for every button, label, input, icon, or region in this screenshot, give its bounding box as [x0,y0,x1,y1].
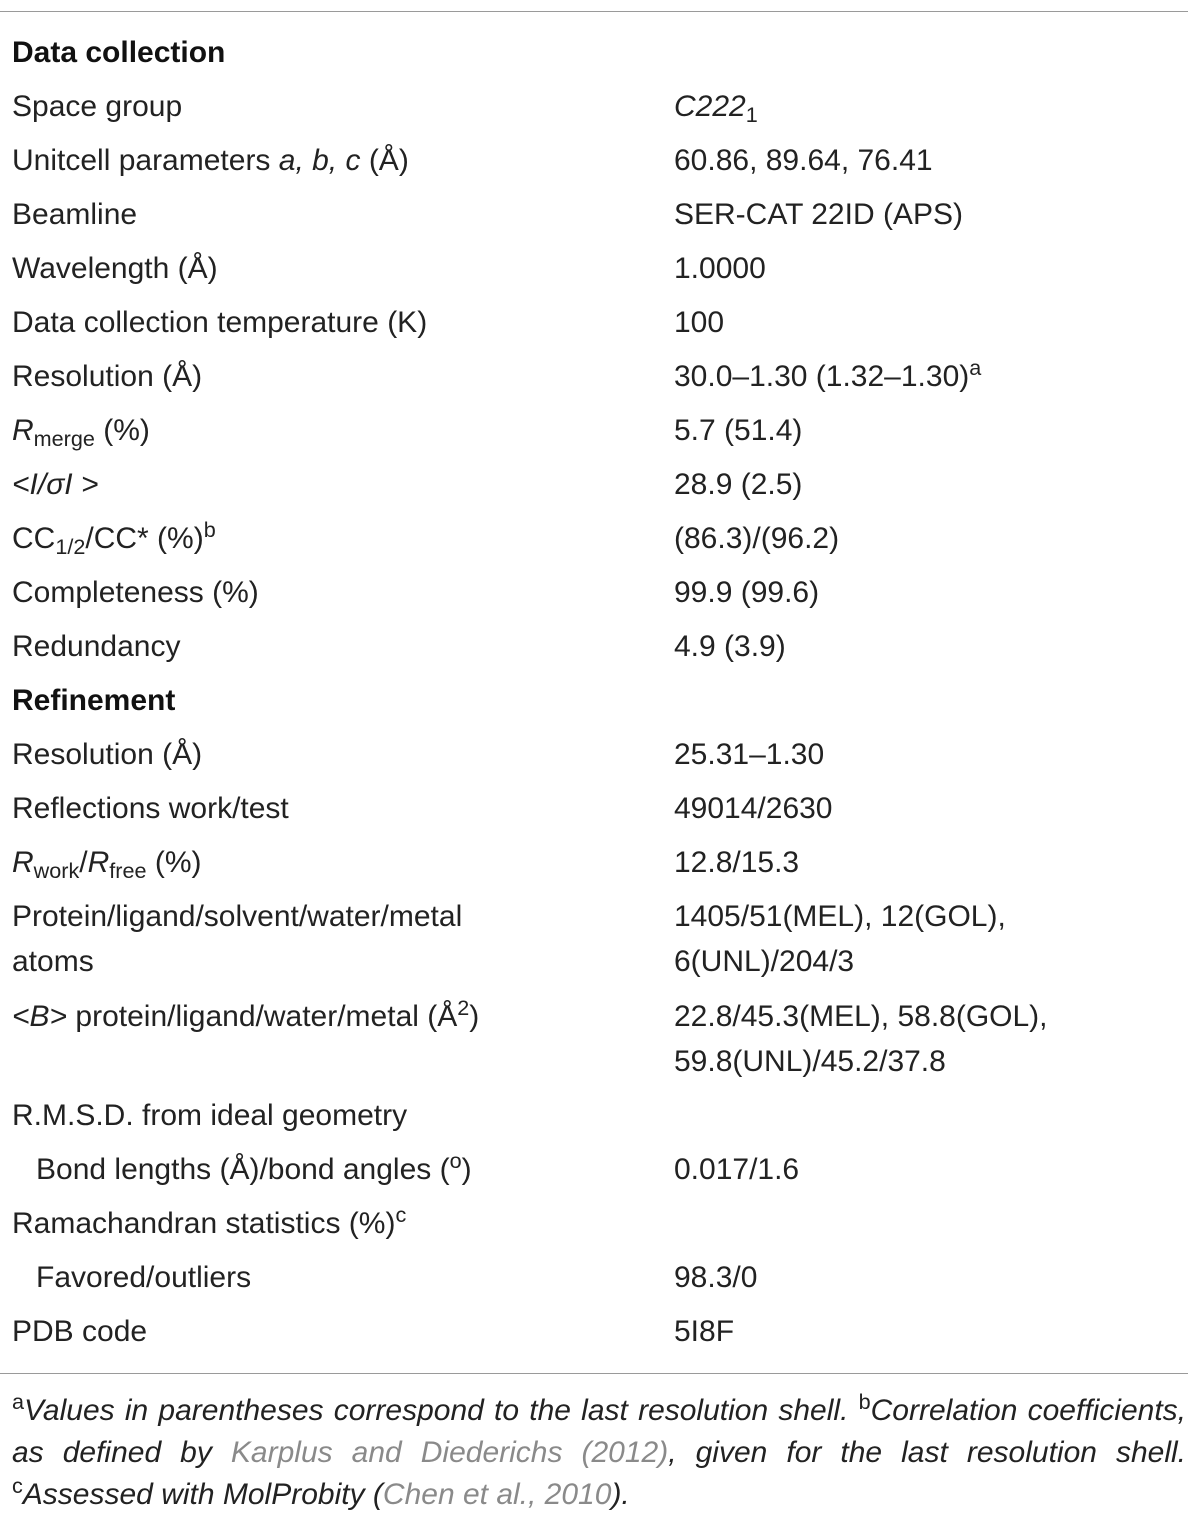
table-row-resolution-data-collection: Resolution (Å) 30.0–1.30 $(1.32-1.30)^a$ [12,355,982,393]
table-row-atoms: Protein/ligand/solvent/water/metal 1405/51(MEL), 12(GOL), [12,900,1006,933]
table-row-ramachandran: Ramachandran statistics (%)$^c$ [12,1202,407,1240]
table-footnotes: $^a$Values in parentheses correspond to the last resolution shell. $^b$Correlation coefficients, as defined by Karplus and Diederichs (2012), given for the last resolution shell. $^c$Assessed with MolProbity (Chen et al., 2010). [12,1389,1187,1511]
table-row-cc: $CC_{1/2}/CC*$ (%)$^b$ (86.3)/(96.2) [12,517,840,560]
table-row-rmsd: R.M.S.D. from ideal geometry [12,1099,408,1132]
table-top-rule [0,11,1188,12]
table-row-rwork-rfree: $R_{work}/R_{free}$ (%) 12.8/15.3 [12,846,800,884]
table-row-i-sigma: <I/σI > 28.9 (2.5) [12,468,803,501]
table-row-resolution-refinement: Resolution (Å) 25.31–1.30 [12,738,825,771]
table-bottom-rule [0,1373,1188,1374]
table-row-atoms-continued: atoms 6(UNL)/204/3 [12,945,855,978]
table-row-bfactor: <B> protein/ligand/water/metal $(Å^2)$ 22.8/45.3(MEL), 58.8(GOL), [12,995,1048,1033]
table-row-completeness: Completeness (%) 99.9 (99.6) [12,576,820,609]
table-row-space-group: Space group $C222_1$ [12,90,758,128]
table-row-wavelength: Wavelength (Å) 1.0000 [12,252,766,285]
table-row-temperature: Data collection temperature (K) 100 [12,306,725,339]
table-row-bfactor-continued: 59.8(UNL)/45.2/37.8 [674,1045,946,1078]
section-header-data-collection: Data collection [12,36,226,69]
section-header-refinement: Refinement [12,684,176,717]
table-row-reflections: Reflections work/test 49014/2630 [12,792,833,825]
table-row-rmerge: $R_{merge}$ (%) 5.7 (51.4) [12,414,803,452]
table-row-bond: Bond lengths (Å)/bond angles ($^o$) 0.017/1.6 [36,1148,800,1186]
table-row-favored: Favored/outliers 98.3/0 [36,1261,758,1294]
citation-link-karplus[interactable]: Karplus and Diederichs (2012) [230,1436,669,1469]
table-row-beamline: Beamline SER-CAT 22ID (APS) [12,198,963,231]
table-row-pdb: PDB code 5I8F [12,1315,735,1348]
citation-link-chen[interactable]: Chen et al., 2010 [382,1478,612,1511]
table-row-unitcell: Unitcell parameters a, b, c (Å) 60.86, 89.64, 76.41 [12,144,933,177]
table-row-redundancy: Redundancy 4.9 (3.9) [12,630,786,663]
